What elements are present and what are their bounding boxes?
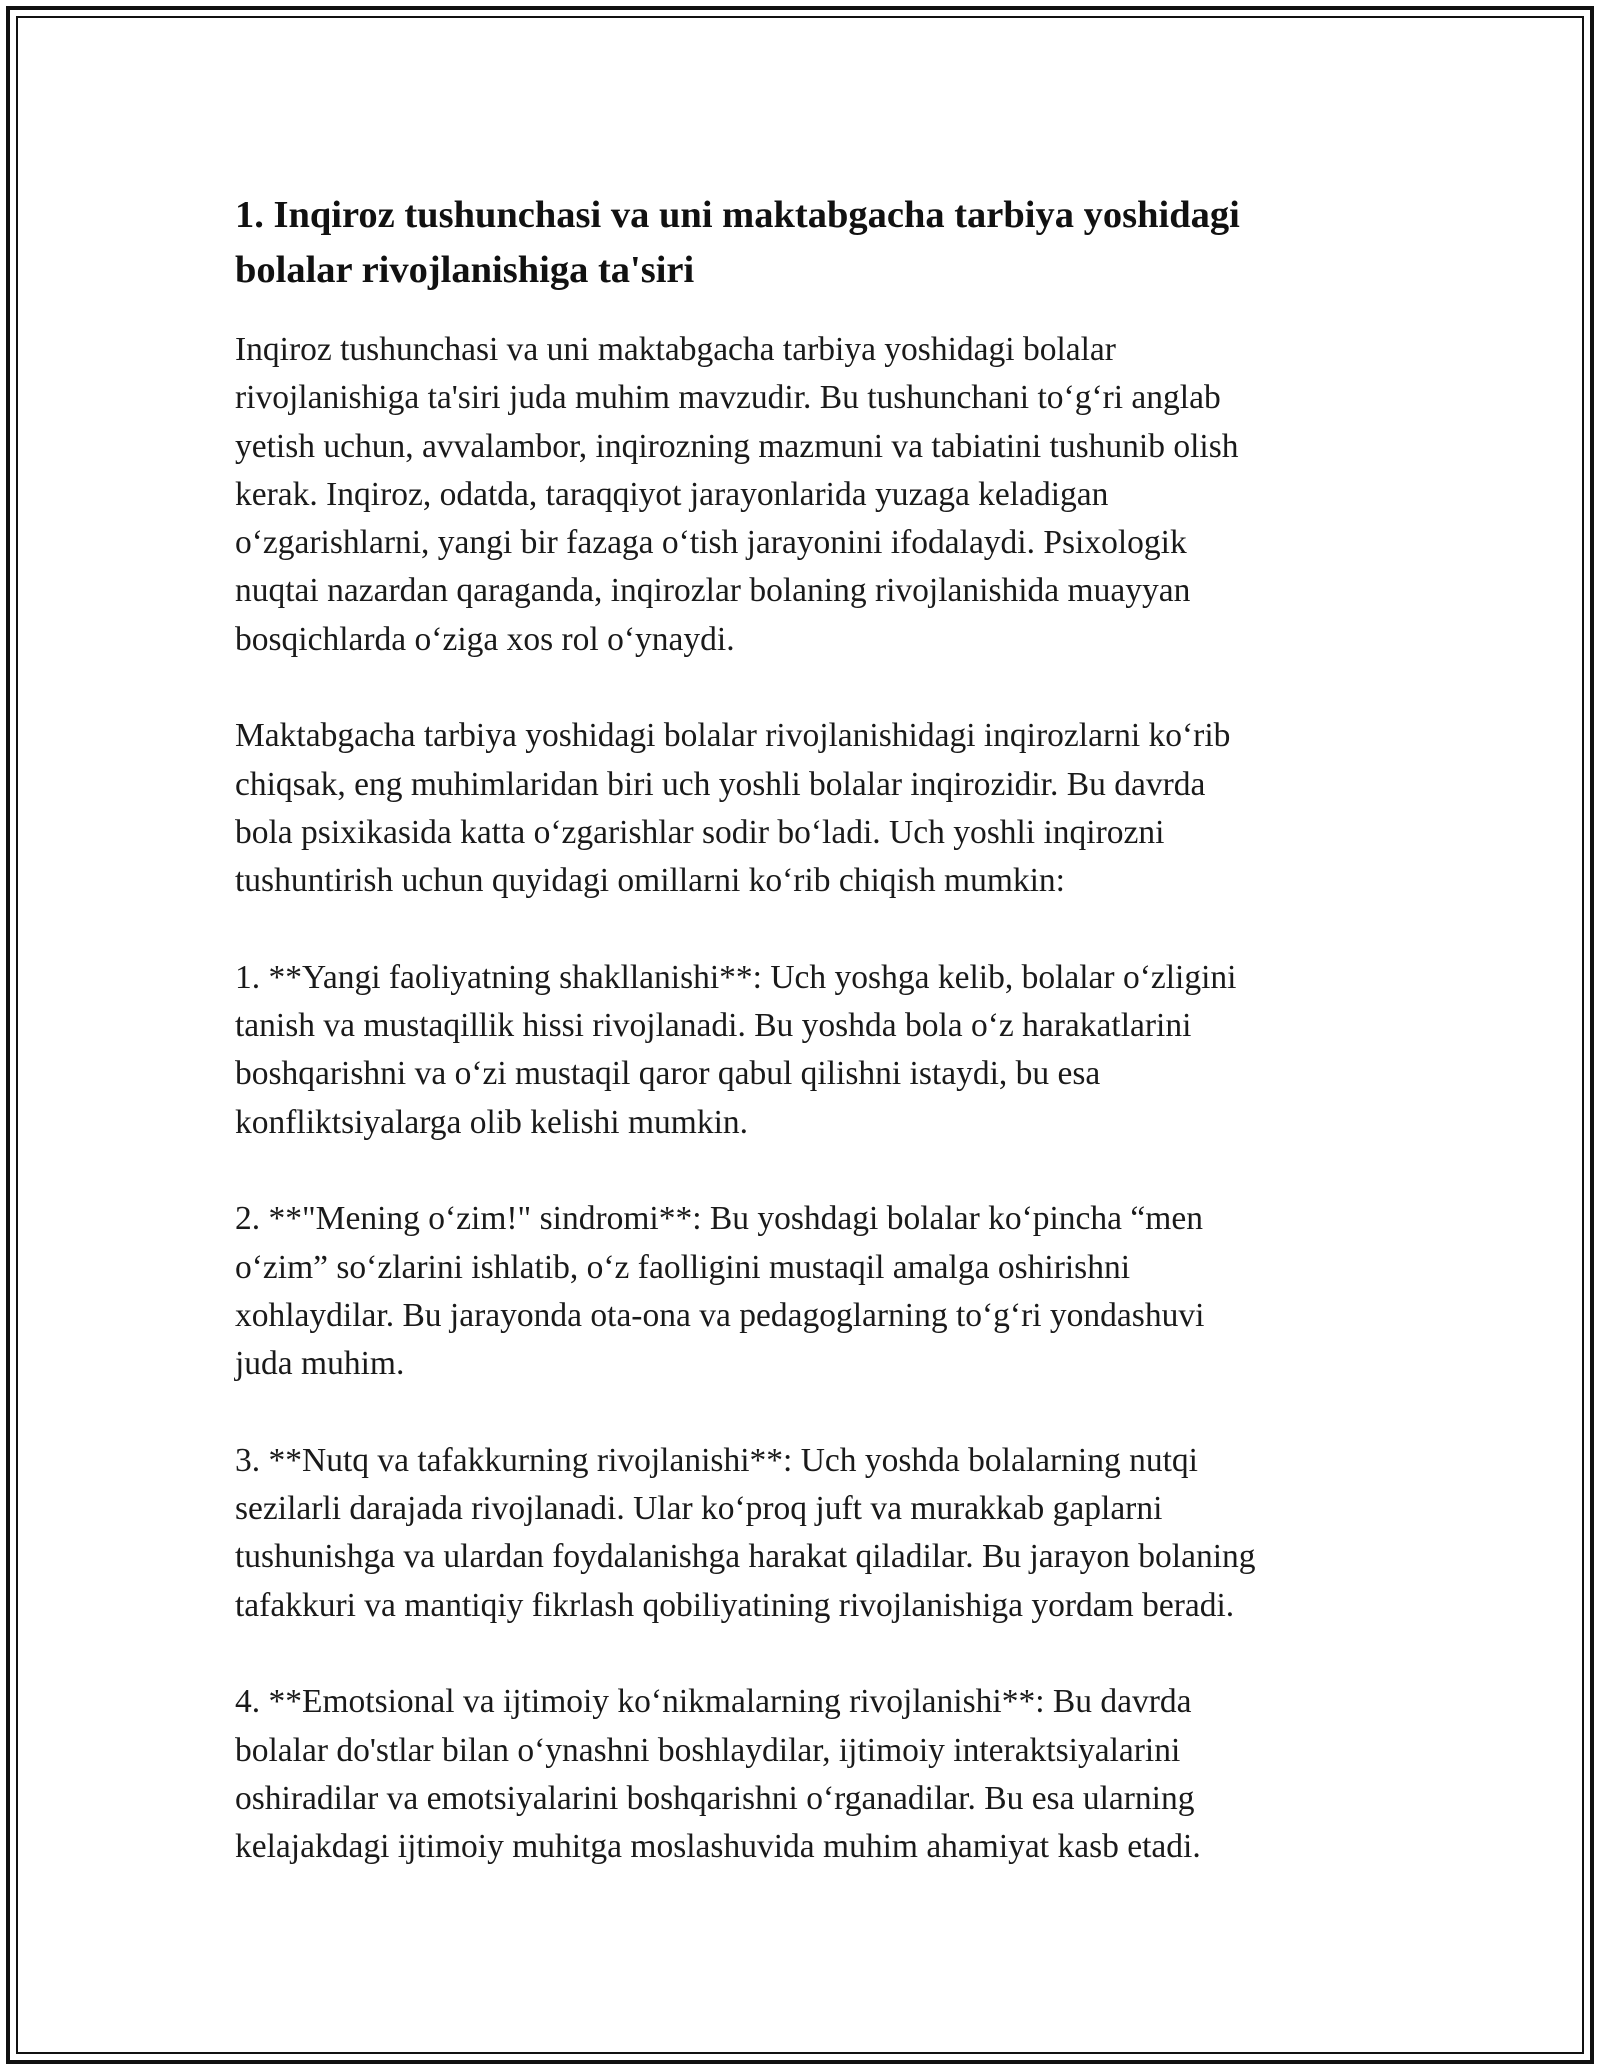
paragraph-line: 3. **Nutq va tafakkurning rivojlanishi**: Uch yoshda bolalarning nutqi: [235, 1441, 1198, 1479]
title-line: 1. Inqiroz tushunchasi va uni maktabgacha tarbiya yoshidagi: [235, 194, 1240, 236]
title-line: bolalar rivojlanishiga ta'siri: [235, 249, 695, 291]
paragraph-line: tushunishga va ulardan foydalanishga harakat qiladilar. Bu jarayon bolaning: [235, 1538, 1256, 1576]
paragraph-line: bola psixikasida katta o‘zgarishlar sodir bo‘ladi. Uch yoshli inqirozni: [235, 813, 1165, 851]
paragraph-line: sezilarli darajada rivojlanadi. Ular ko‘proq juft va murakkab gaplarni: [235, 1490, 1163, 1528]
paragraph-line: Maktabgacha tarbiya yoshidagi bolalar rivojlanishidagi inqirozlarni ko‘rib: [235, 717, 1231, 755]
paragraph: [235, 1195, 1360, 1388]
paragraph-line: tushuntirish uchun quyidagi omillarni ko‘rib chiqish mumkin:: [235, 862, 1065, 900]
paragraph-line: rivojlanishiga ta'siri juda muhim mavzudir. Bu tushunchani to‘g‘ri anglab: [235, 379, 1221, 417]
paragraph-line: 4. **Emotsional va ijtimoiy ko‘nikmalarning rivojlanishi**: Bu davrda: [235, 1683, 1192, 1721]
paragraph-line: kelajakdagi ijtimoiy muhitga moslashuvida muhim ahamiyat kasb etadi.: [235, 1828, 1201, 1866]
paragraph-list: [235, 326, 1360, 1872]
paragraph: [235, 326, 1360, 664]
paragraph: [235, 1437, 1360, 1630]
paragraph-line: tafakkuri va mantiqiy fikrlash qobiliyatining rivojlanishiga yordam beradi.: [235, 1586, 1235, 1624]
paragraph-line: nuqtai nazardan qaraganda, inqirozlar bolaning rivojlanishida muayyan: [235, 572, 1191, 610]
paragraph-line: xohlaydilar. Bu jarayonda ota-ona va pedagoglarning to‘g‘ri yondashuvi: [235, 1296, 1205, 1334]
paragraph-line: o‘zgarishlarni, yangi bir fazaga o‘tish jarayonini ifodalaydi. Psixologik: [235, 524, 1187, 562]
document-body: [235, 188, 1360, 1872]
paragraph-line: tanish va mustaqillik hissi rivojlanadi. Bu yoshda bola o‘z harakatlarini: [235, 1007, 1192, 1045]
paragraph-line: Inqiroz tushunchasi va uni maktabgacha tarbiya yoshidagi bolalar: [235, 331, 1116, 368]
paragraph-line: juda muhim.: [235, 1345, 405, 1383]
paragraph-line: konfliktsiyalarga olib kelishi mumkin.: [235, 1103, 749, 1141]
paragraph: [235, 1678, 1360, 1871]
paragraph: [235, 712, 1360, 905]
paragraph-line: 2. **"Mening o‘zim!" sindromi**: Bu yoshdagi bolalar ko‘pincha “men: [235, 1200, 1203, 1238]
paragraph-line: kerak. Inqiroz, odatda, taraqqiyot jarayonlarida yuzaga keladigan: [235, 475, 1109, 513]
paragraph-line: oshiradilar va emotsiyalarini boshqarishni o‘rganadilar. Bu esa ularning: [235, 1779, 1195, 1817]
paragraph-line: bolalar do'stlar bilan o‘ynashni boshlaydilar, ijtimoiy interaktsiyalarini: [235, 1731, 1181, 1769]
paragraph: [235, 954, 1360, 1147]
paragraph-line: chiqsak, eng muhimlaridan biri uch yoshli bolalar inqirozidir. Bu davrda: [235, 765, 1206, 803]
section-title: [235, 188, 1360, 298]
paragraph-line: 1. **Yangi faoliyatning shakllanishi**: Uch yoshga kelib, bolalar o‘zligini: [235, 958, 1237, 996]
paragraph-line: bosqichlarda o‘ziga xos rol o‘ynaydi.: [235, 620, 735, 658]
paragraph-line: yetish uchun, avvalambor, inqirozning mazmuni va tabiatini tushunib olish: [235, 427, 1239, 465]
paragraph-line: boshqarishni va o‘zi mustaqil qaror qabul qilishni istaydi, bu esa: [235, 1055, 1101, 1093]
paragraph-line: o‘zim” so‘zlarini ishlatib, o‘z faolligini mustaqil amalga oshirishni: [235, 1248, 1130, 1286]
